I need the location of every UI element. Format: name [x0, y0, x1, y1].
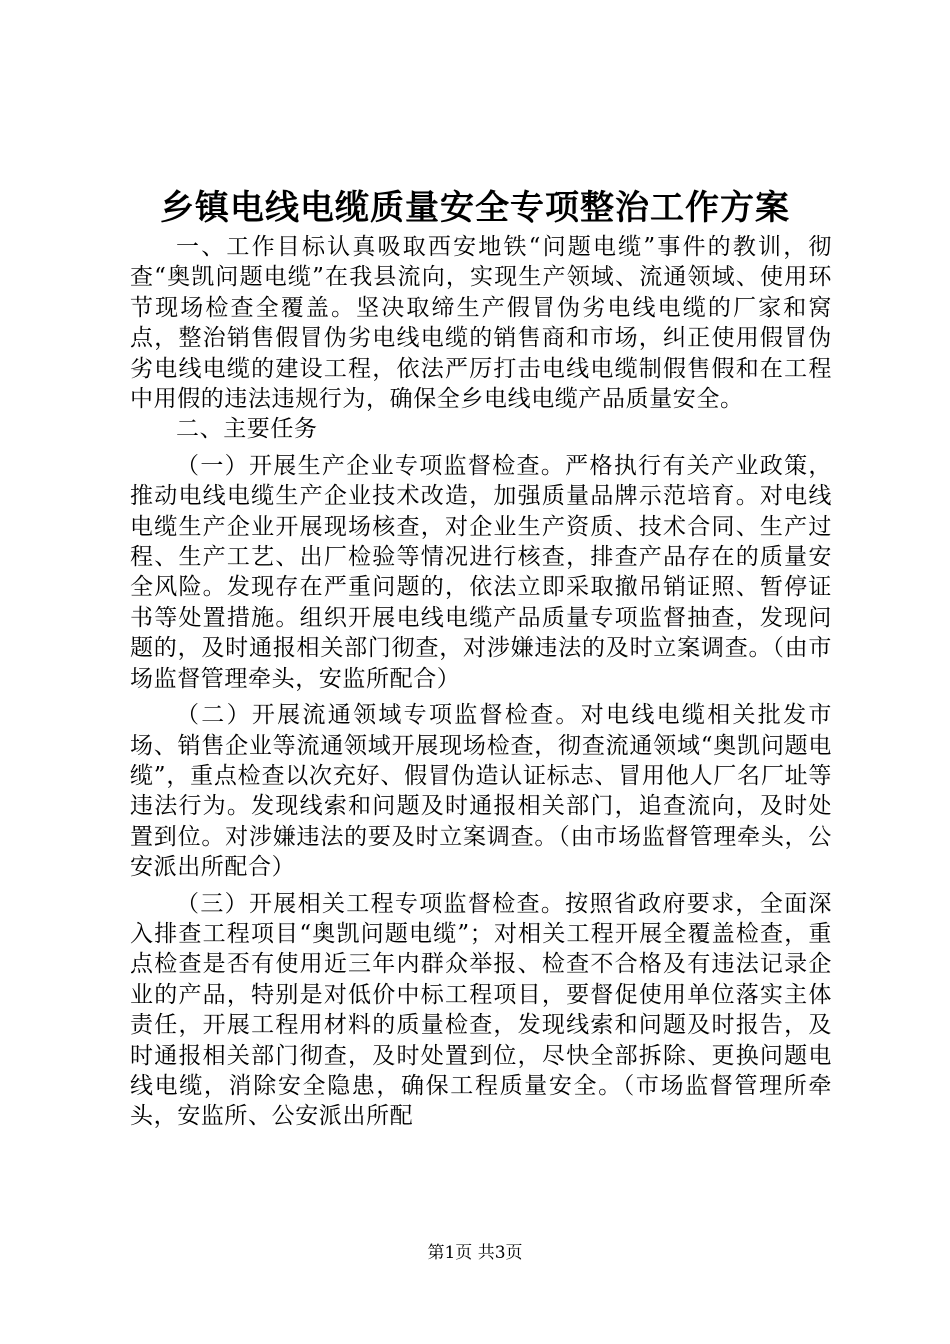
document-title: 乡镇电线电缆质量安全专项整治工作方案: [160, 188, 790, 228]
page-footer: 第1页 共3页: [427, 1243, 523, 1263]
paragraph-goals: 一、工作目标认真吸取西安地铁“问题电缆”事件的教训，彻查“奥凯问题电缆”在我县流向，实现生产领域、流通领域、使用环节现场检查全覆盖。坚决取缔生产假冒伪劣电线电缆的厂家和窝点，整治销售假冒伪劣电线电缆的销售商和市场，纠正使用假冒伪劣电线电缆的建设工程，依法严厉打击电线电缆制假售假和在工程中用假的违法违规行为，确保全乡电线电缆产品质量安全。: [130, 234, 832, 413]
paragraph-task-circulation: （二）开展流通领域专项监督检查。对电线电缆相关批发市场、销售企业等流通领域开展现场检查，彻查流通领域“奥凯问题电缆”，重点检查以次充好、假冒伪造认证标志、冒用他人厂名厂址等违法行为。发现线索和问题及时通报相关部门，追查流向，及时处置到位。对涉嫌违法的要及时立案调查。（由市场监督管理牵头，公安派出所配合）: [130, 702, 832, 881]
paragraph-task-production: （一）开展生产企业专项监督检查。严格执行有关产业政策，推动电线电缆生产企业技术改造，加强质量品牌示范培育。对电线电缆生产企业开展现场核查，对企业生产资质、技术合同、生产过程、生产工艺、出厂检验等情况进行核查，排查产品存在的质量安全风险。发现存在严重问题的，依法立即采取撤吊销证照、暂停证书等处置措施。组织开展电线电缆产品质量专项监督抽查，发现问题的，及时通报相关部门彻查，对涉嫌违法的及时立案调查。（由市场监督管理牵头，安监所配合）: [130, 452, 832, 692]
paragraph-task-engineering: （三）开展相关工程专项监督检查。按照省政府要求，全面深入排查工程项目“奥凯问题电缆”；对相关工程开展全覆盖检查，重点检查是否有使用近三年内群众举报、检查不合格及有违法记录企业的产品，特别是对低价中标工程项目，要督促使用单位落实主体责任，开展工程用材料的质量检查，发现线索和问题及时报告，及时通报相关部门彻查，及时处置到位，尽快全部拆除、更换问题电线电缆，消除安全隐患，确保工程质量安全。（市场监督管理所牵头，安监所、公安派出所配: [130, 890, 832, 1130]
section-heading-main-tasks: 二、主要任务: [176, 416, 318, 443]
document-body: [130, 232, 832, 1132]
